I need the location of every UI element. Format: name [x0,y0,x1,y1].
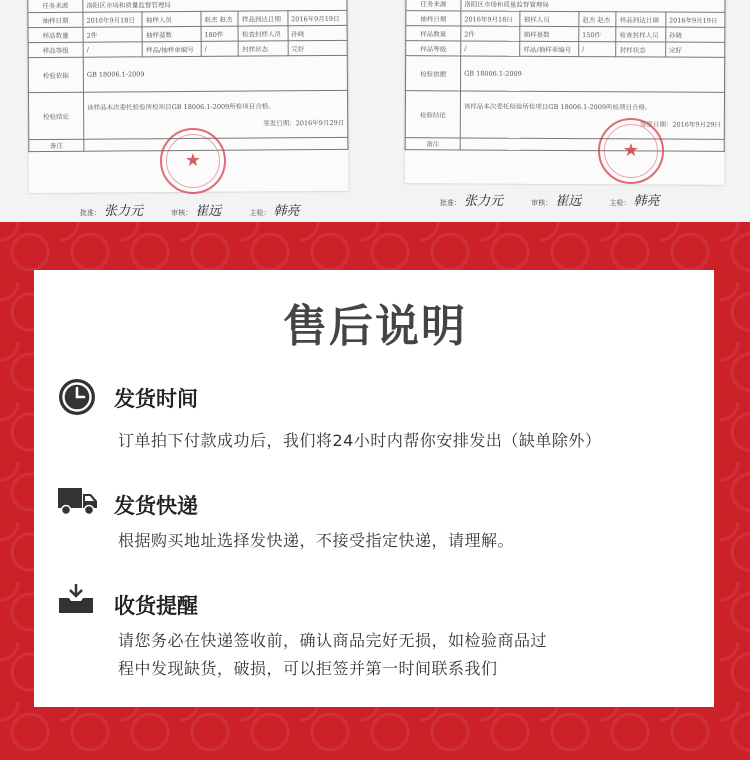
report-cell: 样品数量 [28,27,83,42]
section-text-receipt-reminder-line2: 程中发现缺货，破损，可以拒签并第一时间联系我们 [118,659,498,678]
approve-label: 批准： [440,199,461,207]
report-cell: 样品数量 [406,26,461,41]
report-issue-date: 签发日期：2016年9月29日 [263,118,345,128]
report-conclusion [460,91,724,139]
report-cell: 检验依据 [28,57,83,92]
report-cell: 2016年9月19日 [665,12,724,27]
handwritten-signature: 韩亮 [633,194,660,209]
report-cell: 检查封样人员 [616,27,665,42]
inspection-report-right [405,0,726,185]
report-cell: 抽样日期 [406,11,461,26]
page-title: 售后说明 [283,301,467,352]
report-cell: 样品等级 [28,42,83,57]
handwritten-signature: 张力元 [464,194,504,209]
report-cell: 样品/抽样单编号 [142,41,201,56]
report-cell: 样品/抽样单编号 [520,41,579,56]
signature-line [80,200,326,219]
report-cell: 完好 [288,40,347,55]
report-conclusion-text: 该样品本次委托检验所检项目GB 18006.1-2009所检项目合格。 [87,102,275,112]
main-inspector-label: 主检： [249,209,271,217]
section-text-courier: 根据购买地址选择发快递，不接受指定快递，请理解。 [118,531,515,550]
section-title-courier: 发货快递 [114,494,198,518]
report-cell: GB 18006.1-2009 [460,56,724,92]
section-title-shipping-time: 发货时间 [114,387,198,411]
report-cell: 完好 [665,42,724,57]
approve-label: 批准： [80,209,101,217]
report-cell: 封样状态 [616,42,665,57]
report-cell: / [83,42,142,57]
report-cell [460,138,724,151]
report-cell: 样品到达日期 [616,12,665,27]
report-cell: 封样状态 [239,41,288,56]
report-cell: 2件 [461,26,520,41]
report-cell: 2016年9月18日 [461,11,520,26]
report-cell: 孙晓 [288,25,347,40]
section-text-shipping-time: 订单拍下付款成功后，我们将24小时内帮你安排发出（缺单除外） [118,431,602,450]
report-cell: 2016年9月19日 [288,10,347,25]
report-cell: 抽样人员 [142,11,201,26]
official-seal-stamp [598,118,664,184]
handwritten-signature: 崔远 [555,194,582,209]
star-icon: ★ [184,150,202,171]
report-cell: / [201,41,239,56]
report-cell: / [579,42,617,57]
inbox-download-icon [58,584,94,614]
report-cell: 备注 [29,139,84,151]
report-cell: 抽样基数 [142,26,201,41]
inspection-report-images [0,0,750,222]
report-cell: 2件 [83,27,142,42]
report-cell: 抽样日期 [28,12,83,27]
section-text-receipt-reminder-line1: 请您务必在快递签收前，确认商品完好无损，如检验商品过 [118,631,548,650]
clock-icon [58,378,96,416]
report-cell: 检验结论 [28,92,83,139]
report-cell: 样品等级 [406,41,461,56]
report-cell: 抽样人员 [520,11,579,26]
report-cell: / [461,41,520,56]
report-cell: 孙晓 [665,27,724,42]
report-cell: 抽样基数 [520,26,579,41]
signature-line [440,190,686,209]
main-inspector-label: 主检： [609,199,631,207]
report-conclusion [83,90,347,139]
report-cell: 检验结论 [405,91,460,138]
report-cell: 样品到达日期 [238,11,287,26]
report-cell: 洛阳区市场和质量监督管理局 [461,0,725,12]
section-title-receipt-reminder: 收货提醒 [114,594,198,618]
handwritten-signature: 张力元 [104,204,144,219]
report-cell: 检验依据 [405,56,460,91]
official-seal-stamp [160,128,226,194]
report-cell: 150件 [579,27,617,42]
report-cell: 180件 [201,26,239,41]
report-cell: 2016年9月18日 [83,12,142,27]
report-cell: 赵杰 赵杰 [579,12,617,27]
handwritten-signature: 崔远 [195,204,222,219]
report-table [405,0,726,152]
report-cell: 洛阳区市场和质量监督管理局 [83,0,347,12]
review-label: 审核： [171,209,193,217]
report-cell: 备注 [405,138,460,150]
report-cell: 任务来源 [406,0,461,11]
report-cell: GB 18006.1-2009 [83,55,347,92]
star-icon: ★ [622,140,640,161]
review-label: 审核： [531,199,553,207]
report-cell: 任务来源 [28,0,83,13]
report-cell: 检查封样人员 [238,26,287,41]
report-cell: 赵杰 赵杰 [201,11,239,26]
handwritten-signature: 韩亮 [273,204,300,219]
truck-icon [58,486,98,516]
report-conclusion-text: 该样品本次委托检验所检项目GB 18006.1-2009所检项目合格。 [463,102,652,112]
report-issue-date: 签发日期：2016年9月29日 [639,120,721,129]
